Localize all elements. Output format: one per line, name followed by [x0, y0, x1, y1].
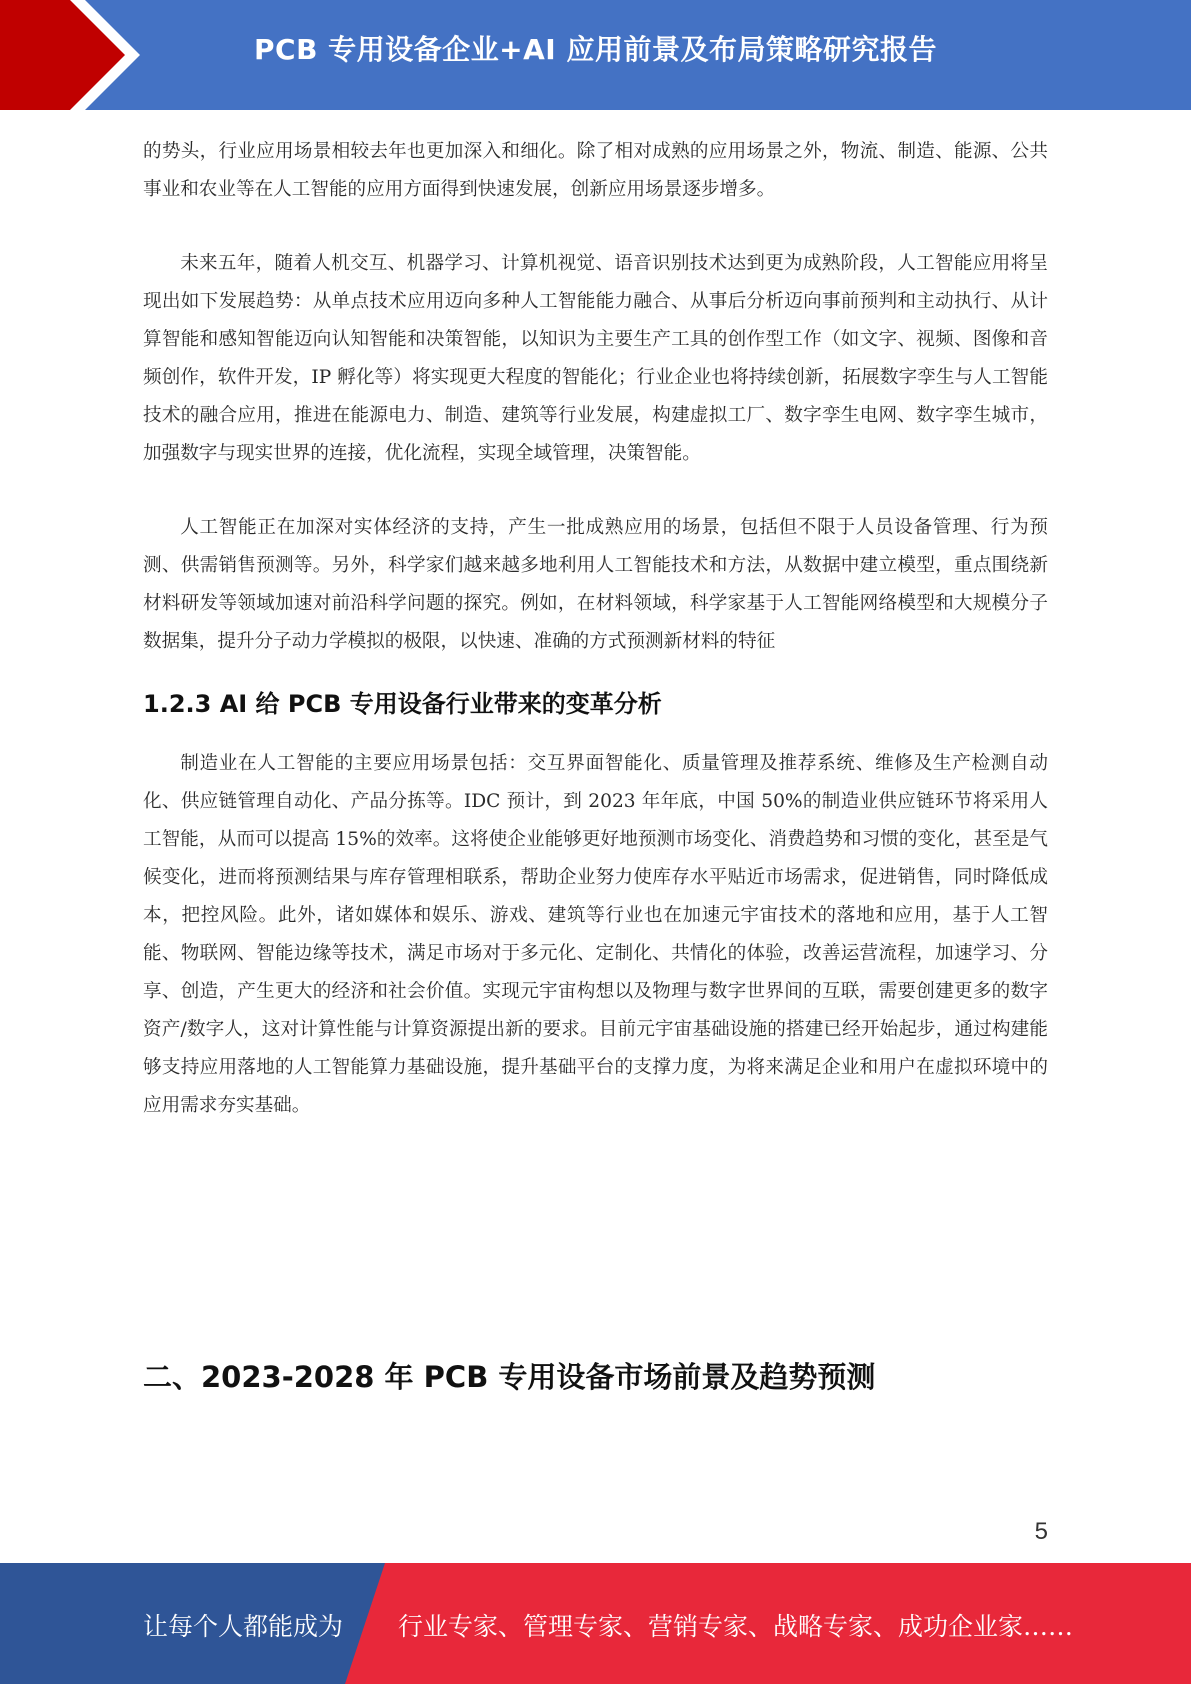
report-title: PCB 专用设备企业+AI 应用前景及布局策略研究报告: [254, 33, 937, 66]
paragraph-future-trends: 未来五年，随着人机交互、机器学习、计算机视觉、语音识别技术达到更为成熟阶段，人工智能应用将呈现出如下发展趋势：从单点技术应用迈向多种人工智能能力融合、从事后分析迈向事前预判和主动执行、从计算智能和感知智能迈向认知智能和决策智能，以知识为主要生产工具的创作型工作（如文字、视频、图像和音频创作，软件开发，IP 孵化等）将实现更大程度的智能化；行业企业也将持续创新，拓展数字孪生与人工智能技术的融合应用，推进在能源电力、制造、建筑等行业发展，构建虚拟工厂、数字孪生电网、数字孪生城市，加强数字与现实世界的连接，优化流程，实现全域管理，决策智能。: [143, 253, 1048, 464]
paragraph-manufacturing: 制造业在人工智能的主要应用场景包括：交互界面智能化、质量管理及推荐系统、维修及生产检测自动化、供应链管理自动化、产品分拣等。IDC 预计，到 2023 年年底，中国 50%的制造业供应链环节将采用人工智能，从而可以提高 15%的效率。这将使企业能够更好地预测市场变化、消费趋势和习惯的变化，甚至是气候变化，进而将预测结果与库存管理相联系，帮助企业努力使库存水平贴近市场需求，促进销售，同时降低成本，把控风险。此外，诸如媒体和娱乐、游戏、建筑等行业也在加速元宇宙技术的落地和应用，基于人工智能、物联网、智能边缘等技术，满足市场对于多元化、定制化、共情化的体验，改善运营流程，加速学习、分享、创造，产生更大的经济和社会价值。实现元宇宙构想以及物理与数字世界间的互联，需要创建更多的数字资产/数字人，这对计算性能与计算资源提出新的要求。目前元宇宙基础设施的搭建已经开始起步，通过构建能够支持应用落地的人工智能算力基础设施，提升基础平台的支撑力度，为将来满足企业和用户在虚拟环境中的应用需求夯实基础。: [143, 753, 1048, 1116]
document-body: [143, 133, 1048, 1125]
paragraph-continuation: 的势头，行业应用场景相较去年也更加深入和细化。除了相对成熟的应用场景之外，物流、制造、能源、公共事业和农业等在人工智能的应用方面得到快速发展，创新应用场景逐步增多。: [143, 141, 1048, 200]
header-banner: [0, 0, 1191, 110]
header-chevron-graphic: [0, 0, 160, 110]
paragraph-real-economy: 人工智能正在加深对实体经济的支持，产生一批成熟应用的场景，包括但不限于人员设备管理、行为预测、供需销售预测等。另外，科学家们越来越多地利用人工智能技术和方法，从数据中建立模型，重点围绕新材料研发等领域加速对前沿科学问题的探究。例如，在材料领域，科学家基于人工智能网络模型和大规模分子数据集，提升分子动力学模拟的极限，以快速、准确的方式预测新材料的特征: [143, 517, 1048, 652]
chapter-heading: 二、2023-2028 年 PCB 专用设备市场前景及趋势预测: [143, 1360, 876, 1394]
page-number: 5: [1034, 1518, 1048, 1545]
section-heading: 1.2.3 AI 给 PCB 专用设备行业带来的变革分析: [143, 690, 662, 718]
footer-banner: [0, 1563, 1191, 1684]
footer-slogan-left: 让每个人都能成为: [143, 1612, 344, 1641]
footer-slogan-right: 行业专家、管理专家、营销专家、战略专家、成功企业家……: [398, 1612, 1074, 1641]
